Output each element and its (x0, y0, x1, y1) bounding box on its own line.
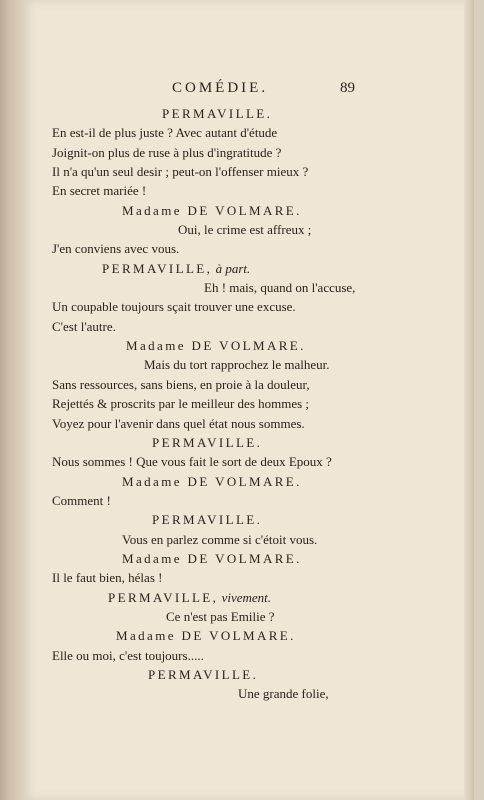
verse-line: Rejettés & proscrits par le meilleur des hommes ; (52, 396, 310, 412)
verse-line: Un coupable toujours sçait trouver une excuse. (52, 299, 296, 315)
verse-line: Mais du tort rapprochez le malheur. (144, 357, 330, 373)
play-text (52, 104, 452, 704)
verse-line: Comment ! (52, 492, 111, 508)
speaker-line (52, 259, 452, 278)
verse-line: Vous en parlez comme si c'étoit vous. (122, 531, 318, 547)
speaker-line: Madame DE VOLMARE. (126, 338, 306, 354)
verse-line: En est-il de plus juste ? Avec autant d'étude (52, 125, 278, 141)
speaker-line: Madame DE VOLMARE. (122, 473, 302, 489)
stage-direction: vivement. (218, 589, 272, 605)
verse-line: Oui, le crime est affreux ; (178, 222, 312, 238)
speaker-line: PERMAVILLE. (152, 512, 263, 528)
verse-line: Il le faut bien, hélas ! (52, 570, 163, 586)
verse-line: Il n'a qu'un seul desir ; peut-on l'offenser mieux ? (52, 164, 309, 180)
verse-line: Sans ressources, sans biens, en proie à la douleur, (52, 376, 310, 392)
speaker-line: Madame DE VOLMARE. (116, 628, 296, 644)
page-header (22, 80, 474, 102)
book-page (22, 0, 474, 800)
speaker-line: PERMAVILLE. (148, 666, 259, 682)
page-edge (464, 0, 474, 800)
verse-line: Eh ! mais, quand on l'accuse, (204, 280, 356, 296)
book-gutter (0, 0, 22, 800)
speaker-name: PERMAVILLE, (102, 260, 213, 276)
verse-line: Elle ou moi, c'est toujours..... (52, 647, 204, 663)
page-number: 89 (340, 80, 355, 96)
verse-line: J'en conviens avec vous. (52, 241, 180, 257)
verse-line: Ce n'est pas Emilie ? (166, 608, 275, 624)
verse-line: Une grande folie, (238, 686, 329, 702)
speaker-name: PERMAVILLE, (108, 589, 219, 605)
verse-line: Voyez pour l'avenir dans quel état nous sommes. (52, 415, 305, 431)
verse-line: Nous sommes ! Que vous fait le sort de deux Epoux ? (52, 454, 332, 470)
running-title: COMÉDIE. (172, 80, 269, 96)
speaker-line: PERMAVILLE. (162, 106, 273, 121)
speaker-line: Madame DE VOLMARE. (122, 202, 302, 218)
speaker-line: Madame DE VOLMARE. (122, 550, 302, 566)
verse-line: Joignit-on plus de ruse à plus d'ingratitude ? (52, 144, 282, 160)
verse-line: C'est l'autre. (52, 318, 116, 334)
stage-direction: à part. (212, 260, 251, 276)
speaker-line: PERMAVILLE. (152, 434, 263, 450)
speaker-line (52, 588, 452, 607)
verse-line: En secret mariée ! (52, 183, 147, 199)
